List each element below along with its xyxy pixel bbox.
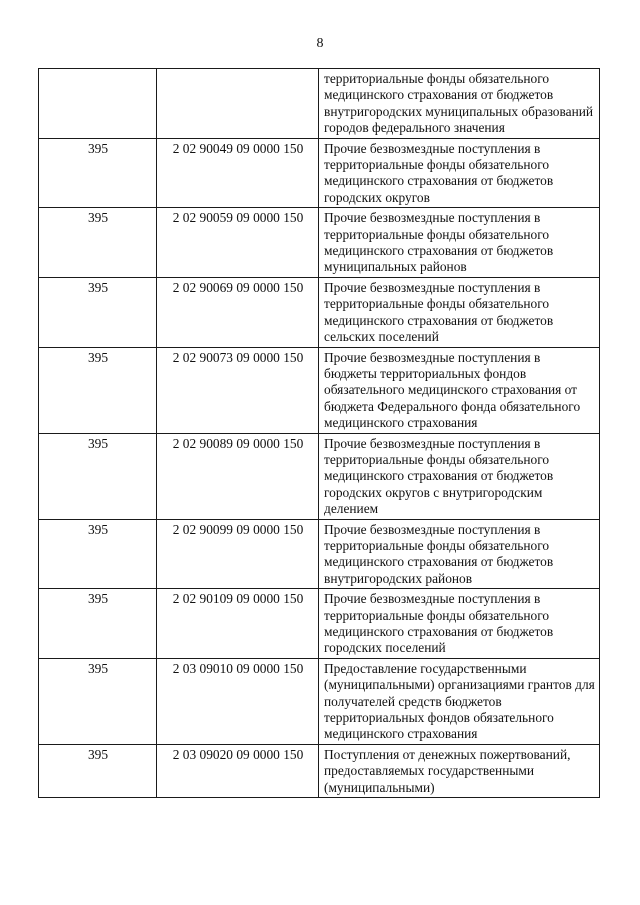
admin-code-cell — [39, 69, 157, 139]
admin-code-cell: 395 — [39, 138, 157, 208]
table-body — [39, 69, 600, 798]
admin-code-cell: 395 — [39, 519, 157, 589]
page-number: 8 — [316, 36, 324, 51]
revenue-name-cell: Прочие безвозмездные поступления в территориальные фонды обязательного медицинского страхования от бюджетов городских округов — [319, 138, 600, 208]
classification-code-cell: 2 03 09010 09 0000 150 — [157, 658, 319, 744]
admin-code-cell: 395 — [39, 744, 157, 797]
revenue-name-cell: Прочие безвозмездные поступления в территориальные фонды обязательного медицинского страхования от бюджетов внутригородских районов — [319, 519, 600, 589]
table-row — [39, 433, 600, 519]
admin-code-cell: 395 — [39, 658, 157, 744]
revenue-codes-table — [38, 68, 600, 798]
revenue-name-cell: Прочие безвозмездные поступления в территориальные фонды обязательного медицинского страхования от бюджетов сельских поселений — [319, 277, 600, 347]
classification-code-cell: 2 02 90099 09 0000 150 — [157, 519, 319, 589]
admin-code-cell: 395 — [39, 208, 157, 278]
revenue-name-cell: Поступления от денежных пожертвований, предоставляемых государственными (муниципальными) — [319, 744, 600, 797]
classification-code-cell: 2 03 09020 09 0000 150 — [157, 744, 319, 797]
revenue-name-cell: Прочие безвозмездные поступления в территориальные фонды обязательного медицинского страхования от бюджетов городских поселений — [319, 589, 600, 659]
classification-code-cell: 2 02 90069 09 0000 150 — [157, 277, 319, 347]
revenue-name-cell: Прочие безвозмездные поступления в бюджеты территориальных фондов обязательного медицинского страхования от бюджета Федерального фонда обязательного медицинского страхования — [319, 347, 600, 433]
table-row — [39, 744, 600, 797]
classification-code-cell: 2 02 90089 09 0000 150 — [157, 433, 319, 519]
revenue-name-cell: Предоставление государственными (муниципальными) организациями грантов для получателей средств бюджетов территориальных фондов обязательного медицинского страхования — [319, 658, 600, 744]
classification-code-cell: 2 02 90049 09 0000 150 — [157, 138, 319, 208]
classification-code-cell — [157, 69, 319, 139]
table-row — [39, 347, 600, 433]
revenue-name-cell: Прочие безвозмездные поступления в территориальные фонды обязательного медицинского страхования от бюджетов муниципальных районов — [319, 208, 600, 278]
revenue-name-cell: территориальные фонды обязательного медицинского страхования от бюджетов внутригородских муниципальных образований городов федерального значения — [319, 69, 600, 139]
table-row — [39, 519, 600, 589]
classification-code-cell: 2 02 90109 09 0000 150 — [157, 589, 319, 659]
admin-code-cell: 395 — [39, 433, 157, 519]
classification-code-cell: 2 02 90073 09 0000 150 — [157, 347, 319, 433]
revenue-name-cell: Прочие безвозмездные поступления в территориальные фонды обязательного медицинского страхования от бюджетов городских округов с внутригородским делением — [319, 433, 600, 519]
classification-code-cell: 2 02 90059 09 0000 150 — [157, 208, 319, 278]
admin-code-cell: 395 — [39, 277, 157, 347]
table-row — [39, 138, 600, 208]
table-row — [39, 277, 600, 347]
admin-code-cell: 395 — [39, 347, 157, 433]
table-row — [39, 589, 600, 659]
admin-code-cell: 395 — [39, 589, 157, 659]
table-row — [39, 658, 600, 744]
table-row — [39, 69, 600, 139]
table-row — [39, 208, 600, 278]
